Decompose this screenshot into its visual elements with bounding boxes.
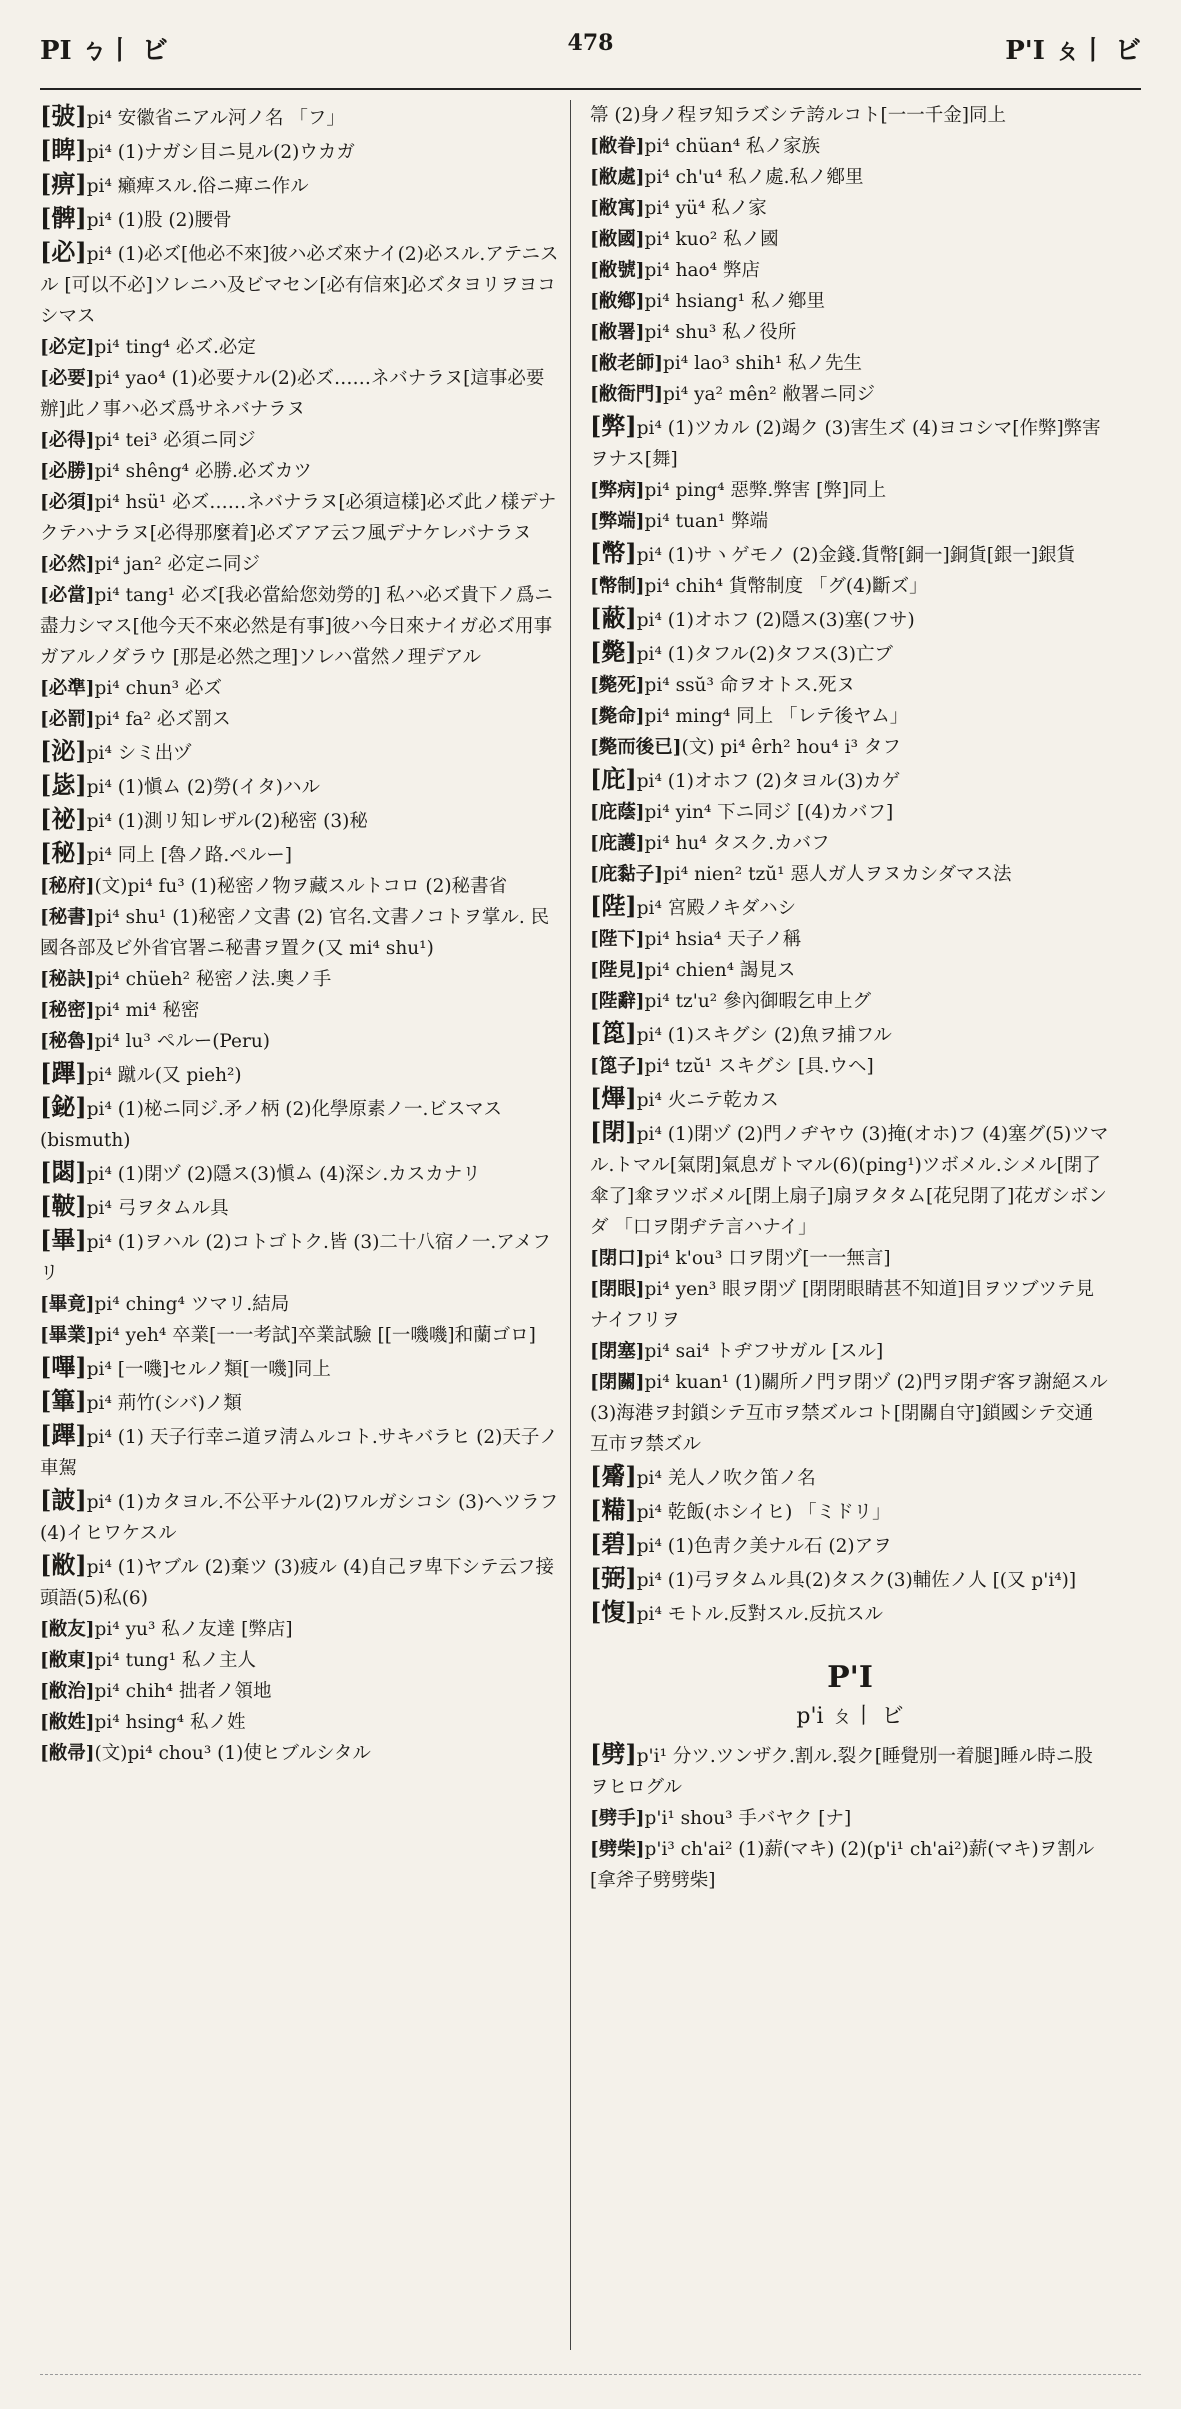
entry-definition: pi⁴ jan² 必定ニ同ジ <box>94 554 261 575</box>
dictionary-entry <box>40 673 560 704</box>
entry-headword: [弼] <box>590 1563 637 1592</box>
entry-definition: pi⁴ kuo² 私ノ國 <box>644 229 779 250</box>
entry-definition: pi⁴ ping⁴ 惡弊.弊害 [弊]同上 <box>644 480 887 501</box>
entry-definition: pi⁴ (1)愼ム (2)勞(イタ)ハル <box>86 777 321 798</box>
entry-definition: pi⁴ lu³ ペルー(Peru) <box>94 1031 270 1052</box>
dictionary-entry <box>590 286 1110 317</box>
right-column <box>590 100 1110 1896</box>
entry-headword: [糒] <box>590 1495 637 1524</box>
dictionary-entry <box>40 1320 560 1351</box>
dictionary-entry <box>40 236 560 332</box>
section-heading <box>590 1660 1110 1730</box>
entry-definition: pi⁴ yü⁴ 私ノ家 <box>644 198 767 219</box>
dictionary-entry <box>590 1274 1110 1336</box>
dictionary-entry <box>40 1026 560 1057</box>
entry-headword: [閉關] <box>590 1372 645 1393</box>
entry-headword: [敝姓] <box>40 1712 95 1733</box>
dictionary-entry <box>590 732 1110 763</box>
entry-definition: pi⁴ hsiang¹ 私ノ鄕里 <box>644 291 825 312</box>
entry-headword: [敝衙門] <box>590 384 664 405</box>
page-header <box>40 30 1141 74</box>
entry-definition: pi⁴ tz'u² 參內御暇乞申上グ <box>644 991 872 1012</box>
entry-headword: [陛見] <box>590 960 645 981</box>
entry-definition: pi⁴ hu⁴ タスク.カバフ <box>644 833 830 854</box>
entry-headword: [必須] <box>40 492 95 513</box>
dictionary-entry <box>590 317 1110 348</box>
entry-headword: [必得] <box>40 430 95 451</box>
dictionary-entry <box>590 1367 1110 1460</box>
entry-headword: [必準] <box>40 678 95 699</box>
dictionary-entry <box>40 549 560 580</box>
entry-headword: [毖] <box>40 770 87 799</box>
dictionary-entry <box>40 425 560 456</box>
entry-definition: pi⁴ tei³ 必須ニ同ジ <box>94 430 256 451</box>
entry-definition: pi⁴ (1)測リ知レザル(2)秘密 (3)秘 <box>86 811 368 832</box>
entry-definition: pi⁴ shêng⁴ 必勝.必ズカツ <box>94 461 312 482</box>
dictionary-entry <box>590 1596 1110 1630</box>
entry-headword: [陛下] <box>590 929 645 950</box>
entry-definition: pi⁴ yao⁴ (1)必要ナル(2)必ズ……ネバナラヌ[這事必要辦]此ノ事ハ必ズ爲サネバナラヌ <box>40 368 545 420</box>
dictionary-entry <box>40 1057 560 1091</box>
dictionary-entry <box>40 1289 560 1320</box>
dictionary-entry <box>590 797 1110 828</box>
dictionary-entry <box>40 1156 560 1190</box>
entry-headword: [弊] <box>590 411 637 440</box>
section-title: P'I <box>827 1660 873 1695</box>
entry-headword: [敝號] <box>590 260 645 281</box>
dictionary-entry <box>590 537 1110 571</box>
entry-definition: pi⁴ 癩痺スル.俗ニ痺ニ作ル <box>86 176 309 197</box>
dictionary-entry <box>40 1707 560 1738</box>
entry-definition: pi⁴ (1)スキグシ (2)魚ヲ捕フル <box>636 1025 892 1046</box>
entry-headword: [敝帚] <box>40 1743 95 1764</box>
section-subtitle: p'i ㄆ丨 ビ <box>796 1704 904 1729</box>
entry-headword: [閉塞] <box>590 1341 645 1362</box>
dictionary-entry <box>40 202 560 236</box>
dictionary-entry <box>40 363 560 425</box>
entry-headword: [庇] <box>590 764 637 793</box>
dictionary-entry <box>40 704 560 735</box>
dictionary-entry <box>40 902 560 964</box>
entry-definition: pi⁴ hsia⁴ 天子ノ稱 <box>644 929 802 950</box>
entry-definition: pi⁴ yu³ 私ノ友達 [弊店] <box>94 1619 293 1640</box>
dictionary-entry <box>40 837 560 871</box>
entry-headword: [敝老師] <box>590 353 664 374</box>
entry-headword: [觱] <box>590 1461 637 1490</box>
header-rule <box>40 88 1141 90</box>
entry-definition: pi⁴ (1)股 (2)腰骨 <box>86 210 232 231</box>
entry-definition: pi⁴ 安徽省ニアル河ノ名 「フ」 <box>86 108 345 129</box>
dictionary-entry <box>40 871 560 902</box>
entry-headword: [敝署] <box>590 322 645 343</box>
entry-headword: [敝處] <box>590 167 645 188</box>
entry-definition: pi⁴ (1)必ズ[他必不來]彼ハ必ズ來ナイ(2)必スル.アテニスル [可以不必]ソレニハ及ビマセン[必有信來]必ズタヨリヲヨコシマス <box>40 244 559 327</box>
dictionary-entry <box>590 410 1110 475</box>
entry-definition: p'i¹ shou³ 手バヤク [ナ] <box>644 1808 852 1829</box>
dictionary-entry <box>590 1738 1110 1803</box>
entry-definition: pi⁴ 宮殿ノキダハシ <box>636 898 797 919</box>
entry-headword: [嗶] <box>40 1352 87 1381</box>
entry-definition: p'i³ ch'ai² (1)薪(マキ) (2)(p'i¹ ch'ai²)薪(マキ)ヲ割ル[拿斧子劈劈柴] <box>590 1839 1095 1891</box>
dictionary-entry <box>590 763 1110 797</box>
entry-headword: [秘府] <box>40 876 95 897</box>
dictionary-entry <box>590 162 1110 193</box>
dictionary-entry <box>590 955 1110 986</box>
entry-headword: [弊病] <box>590 480 645 501</box>
entry-headword: [畢業] <box>40 1325 95 1346</box>
entry-definition: pi⁴ (1)ヲハル (2)コトゴトク.皆 (3)二十八宿ノ一.アメフリ <box>40 1232 551 1284</box>
entry-headword: [蹕] <box>40 1058 87 1087</box>
dictionary-entry <box>590 1460 1110 1494</box>
dictionary-entry <box>590 1116 1110 1243</box>
dictionary-entry <box>590 131 1110 162</box>
entry-definition: pi⁴ (1)ヤブル (2)棄ツ (3)疲ル (4)自己ヲ卑下シテ云フ接頭語(5)私(6) <box>40 1557 554 1609</box>
entry-headword: [愎] <box>590 1597 637 1626</box>
entry-headword: [熚] <box>590 1083 637 1112</box>
entry-headword: [斃死] <box>590 675 645 696</box>
entry-definition: pi⁴ hsü¹ 必ズ……ネバナラヌ[必須這樣]必ズ此ノ樣デナクテハナラヌ[必得那麼着]必ズアア云フ風デナケレバナラヌ <box>40 492 557 544</box>
entry-headword: [敝治] <box>40 1681 95 1702</box>
entry-headword: [箆] <box>590 1018 637 1047</box>
entry-definition: pi⁴ 火ニテ乾カス <box>636 1090 779 1111</box>
dictionary-entry <box>40 168 560 202</box>
entry-headword: [陛] <box>590 891 637 920</box>
entry-headword: [斃命] <box>590 706 645 727</box>
entry-definition: pi⁴ (1)閉ヅ (2)隱ス(3)愼ム (4)深シ.カスカナリ <box>86 1164 481 1185</box>
entry-headword: [庇蔭] <box>590 802 645 823</box>
column-divider <box>570 100 571 2350</box>
entry-headword: [箆子] <box>590 1056 645 1077</box>
dictionary-entry <box>590 100 1110 131</box>
entry-definition: 箒 (2)身ノ程ヲ知ラズシテ誇ルコト[一一千金]同上 <box>590 105 1006 126</box>
entry-definition: pi⁴ ya² mên² 敝署ニ同ジ <box>663 384 876 405</box>
dictionary-entry <box>40 1091 560 1156</box>
entry-headword: [斃而後已] <box>590 737 682 758</box>
dictionary-entry <box>40 1549 560 1614</box>
entry-headword: [幣] <box>590 538 637 567</box>
dictionary-entry <box>40 1676 560 1707</box>
entry-definition: pi⁴ tuan¹ 弊端 <box>644 511 769 532</box>
entry-definition: pi⁴ chih⁴ 拙者ノ領地 <box>94 1681 272 1702</box>
dictionary-entry <box>40 580 560 673</box>
entry-headword: [幣制] <box>590 576 645 597</box>
entry-headword: [斃] <box>590 637 637 666</box>
entry-headword: [必罰] <box>40 709 95 730</box>
dictionary-entry <box>590 193 1110 224</box>
entry-definition: pi⁴ k'ou³ 口ヲ閉ヅ[一一無言] <box>644 1248 891 1269</box>
page-number: 478 <box>567 30 614 56</box>
entry-headword: [敝寓] <box>590 198 645 219</box>
entry-headword: [祕] <box>40 804 87 833</box>
dictionary-entry <box>40 1190 560 1224</box>
entry-definition: pi⁴ ming⁴ 同上 「レテ後ヤム」 <box>644 706 909 727</box>
dictionary-entry <box>40 1224 560 1289</box>
dictionary-entry <box>590 670 1110 701</box>
entry-definition: pi⁴ tung¹ 私ノ主人 <box>94 1650 256 1671</box>
entry-definition: pi⁴ chüeh² 秘密ノ法.奧ノ手 <box>94 969 332 990</box>
entry-definition: pi⁴ 同上 [魯ノ路.ペルー] <box>86 845 292 866</box>
entry-headword: [庇黏子] <box>590 864 664 885</box>
entry-headword: [鉍] <box>40 1092 87 1121</box>
entry-definition: pi⁴ hsing⁴ 私ノ姓 <box>94 1712 246 1733</box>
entry-definition: pi⁴ fa² 必ズ罰ス <box>94 709 231 730</box>
dictionary-entry <box>590 224 1110 255</box>
dictionary-entry <box>590 890 1110 924</box>
dictionary-entry <box>590 571 1110 602</box>
entry-headword: [庇護] <box>590 833 645 854</box>
entry-headword: [弊端] <box>590 511 645 532</box>
entry-definition: pi⁴ モトル.反對スル.反抗スル <box>636 1604 884 1625</box>
entry-definition: pi⁴ (1) 天子行幸ニ道ヲ淸ムルコト.サキバラヒ (2)天子ノ車駕 <box>40 1427 558 1479</box>
entry-headword: [敝眷] <box>590 136 645 157</box>
entry-definition: pi⁴ shu¹ (1)秘密ノ文書 (2) 官名.文書ノコトヲ掌ル. 民國各部及ビ外省官署ニ秘書ヲ置ク(又 mi⁴ shu¹) <box>40 907 550 959</box>
entry-headword: [㢰] <box>40 101 87 130</box>
dictionary-entry <box>40 1419 560 1484</box>
entry-definition: pi⁴ mi⁴ 秘密 <box>94 1000 200 1021</box>
dictionary-entry <box>590 636 1110 670</box>
dictionary-entry <box>40 769 560 803</box>
dictionary-entry <box>590 924 1110 955</box>
entry-definition: p'i¹ 分ツ.ツンザク.割ル.裂ク[睡覺別一着腿]睡ル時ニ股ヲヒログル <box>590 1746 1093 1798</box>
entry-headword: [敝鄕] <box>590 291 645 312</box>
entry-headword: [必勝] <box>40 461 95 482</box>
dictionary-entry <box>40 1614 560 1645</box>
entry-headword: [髀] <box>40 203 87 232</box>
entry-definition: pi⁴ [一嘰]セルノ類[一嘰]同上 <box>86 1359 331 1380</box>
entry-definition: pi⁴ yen³ 眼ヲ閉ヅ [閉閉眼睛甚不知道]目ヲツブツテ見ナイフリヲ <box>590 1279 1095 1331</box>
entry-definition: pi⁴ ching⁴ ツマリ.結局 <box>94 1294 290 1315</box>
entry-headword: [必定] <box>40 337 95 358</box>
entry-headword: [閉口] <box>590 1248 645 1269</box>
entry-headword: [秘] <box>40 838 87 867</box>
entry-headword: [睥] <box>40 135 87 164</box>
entry-headword: [秘密] <box>40 1000 95 1021</box>
entry-definition: pi⁴ 弓ヲタムル具 <box>86 1198 229 1219</box>
dictionary-entry <box>590 475 1110 506</box>
entry-headword: [秘魯] <box>40 1031 95 1052</box>
dictionary-entry <box>40 1738 560 1769</box>
dictionary-entry <box>590 1803 1110 1834</box>
entry-headword: [敝國] <box>590 229 645 250</box>
entry-headword: [蹕] <box>40 1420 87 1449</box>
entry-headword: [痹] <box>40 169 87 198</box>
entry-definition: pi⁴ 蹴ル(又 pieh²) <box>86 1065 242 1086</box>
dictionary-entry <box>40 134 560 168</box>
entry-definition: pi⁴ sai⁴ トヂフサガル [スル] <box>644 1341 884 1362</box>
entry-definition: pi⁴ ch'u⁴ 私ノ處.私ノ鄕里 <box>644 167 864 188</box>
entry-headword: [陛辭] <box>590 991 645 1012</box>
entry-headword: [秘訣] <box>40 969 95 990</box>
dictionary-entry <box>590 602 1110 636</box>
entry-definition: pi⁴ chih⁴ 貨幣制度 「グ(4)斷ズ」 <box>644 576 928 597</box>
dictionary-entry <box>40 964 560 995</box>
dictionary-entry <box>590 1243 1110 1274</box>
entry-headword: [劈手] <box>590 1808 645 1829</box>
bottom-margin <box>40 2374 1141 2379</box>
entry-headword: [閟] <box>40 1157 87 1186</box>
entry-headword: [閉眼] <box>590 1279 645 1300</box>
entry-headword: [必當] <box>40 585 95 606</box>
entry-definition: pi⁴ tzŭ¹ スキグシ [具.ウヘ] <box>644 1056 874 1077</box>
entry-definition: pi⁴ shu³ 私ノ役所 <box>644 322 797 343</box>
entry-definition: pi⁴ 羌人ノ吹ク笛ノ名 <box>636 1468 816 1489</box>
entry-definition: pi⁴ (1)オホフ (2)隱ス(3)塞(フサ) <box>636 610 915 631</box>
entry-definition: pi⁴ tang¹ 必ズ[我必當給您効勞的] 私ハ必ズ貴下ノ爲ニ盡力シマス[他今天不來必然是有事]彼ハ今日來ナイガ必ズ用事ガアルノダラウ [那是必然之理]ソレハ當然ノ理デアル <box>40 585 553 668</box>
entry-definition: pi⁴ (1)柲ニ同ジ.矛ノ柄 (2)化學原素ノ一.ビスマス(bismuth) <box>40 1099 502 1151</box>
entry-definition: pi⁴ (1)閉ヅ (2)門ノヂヤウ (3)掩(オホ)フ (4)塞グ(5)ツマル.トマル[氣閉]氣息ガトマル(6)(ping¹)ツボメル.シメル[閉了傘了]傘ヲツボメル[閉上扇子]扇ヲタタム[花兒閉了]花ガシボンダ 「口ヲ閉ヂテ言ハナイ」 <box>590 1124 1109 1238</box>
entry-definition: pi⁴ (1)ナガシ目ニ見ル(2)ウカガ <box>86 142 355 163</box>
entry-definition: pi⁴ nien² tzŭ¹ 惡人ガ人ヲヌカシダマス法 <box>663 864 1012 885</box>
entry-definition: pi⁴ (1)ツカル (2)竭ク (3)害生ズ (4)ヨコシマ[作弊]弊害ヲナス[舞] <box>590 418 1101 470</box>
entry-headword: [篳] <box>40 1386 87 1415</box>
dictionary-entry <box>590 1082 1110 1116</box>
entry-definition: (文)pi⁴ chou³ (1)使ヒブルシタル <box>94 1743 371 1764</box>
header-right: P'I ㄆ丨 ビ <box>1005 36 1141 66</box>
entry-headword: [碧] <box>590 1529 637 1558</box>
entry-definition: pi⁴ (1)カタヨル.不公平ナル(2)ワルガシコシ (3)ヘツラフ (4)イヒワケスル <box>40 1492 559 1544</box>
entry-definition: pi⁴ (1)弓ヲタムル具(2)タスク(3)輔佐ノ人 [(又 p'i⁴)] <box>636 1570 1077 1591</box>
entry-definition: pi⁴ (1)色靑ク美ナル石 (2)アヲ <box>636 1536 892 1557</box>
dictionary-entry <box>590 1562 1110 1596</box>
entry-definition: (文) pi⁴ êrh² hou⁴ i³ タフ <box>681 737 901 758</box>
entry-definition: pi⁴ 乾飯(ホシイヒ) 「ミドリ」 <box>636 1502 891 1523</box>
entry-headword: [敝友] <box>40 1619 95 1640</box>
dictionary-entry <box>40 1351 560 1385</box>
entry-definition: pi⁴ lao³ shih¹ 私ノ先生 <box>663 353 862 374</box>
entry-definition: pi⁴ ssŭ³ 命ヲオトス.死ヌ <box>644 675 855 696</box>
entry-headword: [必要] <box>40 368 95 389</box>
dictionary-entry <box>590 348 1110 379</box>
dictionary-entry <box>590 506 1110 537</box>
entry-definition: pi⁴ yin⁴ 下ニ同ジ [(4)カバフ] <box>644 802 894 823</box>
dictionary-entry <box>40 332 560 363</box>
dictionary-entry <box>590 828 1110 859</box>
entry-headword: [敝] <box>40 1550 87 1579</box>
header-left: PI ㄅ丨 ビ <box>40 36 168 66</box>
entry-headword: [泌] <box>40 736 87 765</box>
entry-headword: [蔽] <box>590 603 637 632</box>
dictionary-entry <box>590 1336 1110 1367</box>
dictionary-entry <box>590 1051 1110 1082</box>
dictionary-entry <box>40 803 560 837</box>
dictionary-entry <box>40 735 560 769</box>
entry-definition: pi⁴ (1)タフル(2)タフス(3)亡ブ <box>636 644 893 665</box>
dictionary-entry <box>40 456 560 487</box>
dictionary-entry <box>40 487 560 549</box>
dictionary-entry <box>590 986 1110 1017</box>
dictionary-entry <box>40 995 560 1026</box>
entry-definition: pi⁴ (1)オホフ (2)タヨル(3)カゲ <box>636 771 901 792</box>
entry-headword: [閉] <box>590 1117 637 1146</box>
dictionary-entry <box>40 1645 560 1676</box>
entry-definition: pi⁴ chüan⁴ 私ノ家族 <box>644 136 821 157</box>
entry-headword: [畢] <box>40 1225 87 1254</box>
entry-definition: pi⁴ シミ出ヅ <box>86 743 192 764</box>
dictionary-entry <box>40 1484 560 1549</box>
dictionary-entry <box>590 859 1110 890</box>
entry-headword: [劈] <box>590 1739 637 1768</box>
entry-headword: [鞁] <box>40 1191 87 1220</box>
dictionary-entry <box>40 1385 560 1419</box>
entry-headword: [劈柴] <box>590 1839 645 1860</box>
dictionary-entry <box>590 379 1110 410</box>
dictionary-entry <box>40 100 560 134</box>
dictionary-entry <box>590 701 1110 732</box>
entry-definition: pi⁴ kuan¹ (1)關所ノ門ヲ閉ヅ (2)門ヲ閉ヂ客ヲ謝絕スル (3)海港ヲ封鎖シテ互市ヲ禁ズルコト[閉關自守]鎖國シテ交通互市ヲ禁ズル <box>590 1372 1108 1455</box>
entry-definition: pi⁴ 荊竹(シバ)ノ類 <box>86 1393 242 1414</box>
entry-definition: pi⁴ ting⁴ 必ズ.必定 <box>94 337 256 358</box>
left-column <box>40 100 560 1769</box>
entry-definition: (文)pi⁴ fu³ (1)秘密ノ物ヲ藏スルトコロ (2)秘書省 <box>94 876 508 897</box>
entry-definition: pi⁴ hao⁴ 弊店 <box>644 260 760 281</box>
dictionary-entry <box>590 255 1110 286</box>
entry-definition: pi⁴ chun³ 必ズ <box>94 678 222 699</box>
dictionary-entry <box>590 1017 1110 1051</box>
entry-headword: [畢竟] <box>40 1294 95 1315</box>
dictionary-entry <box>590 1528 1110 1562</box>
dictionary-entry <box>590 1834 1110 1896</box>
entry-headword: [敝東] <box>40 1650 95 1671</box>
entry-definition: pi⁴ (1)サヽゲモノ (2)金錢.貨幣[銅一]銅貨[銀一]銀貨 <box>636 545 1076 566</box>
entry-headword: [詖] <box>40 1485 87 1514</box>
entry-headword: [必] <box>40 237 87 266</box>
entry-definition: pi⁴ yeh⁴ 卒業[一一考試]卒業試驗 [[一嘰嘰]和蘭ゴロ] <box>94 1325 536 1346</box>
entry-headword: [必然] <box>40 554 95 575</box>
dictionary-entry <box>590 1494 1110 1528</box>
entry-definition: pi⁴ chien⁴ 謁見ス <box>644 960 796 981</box>
entry-headword: [秘書] <box>40 907 95 928</box>
